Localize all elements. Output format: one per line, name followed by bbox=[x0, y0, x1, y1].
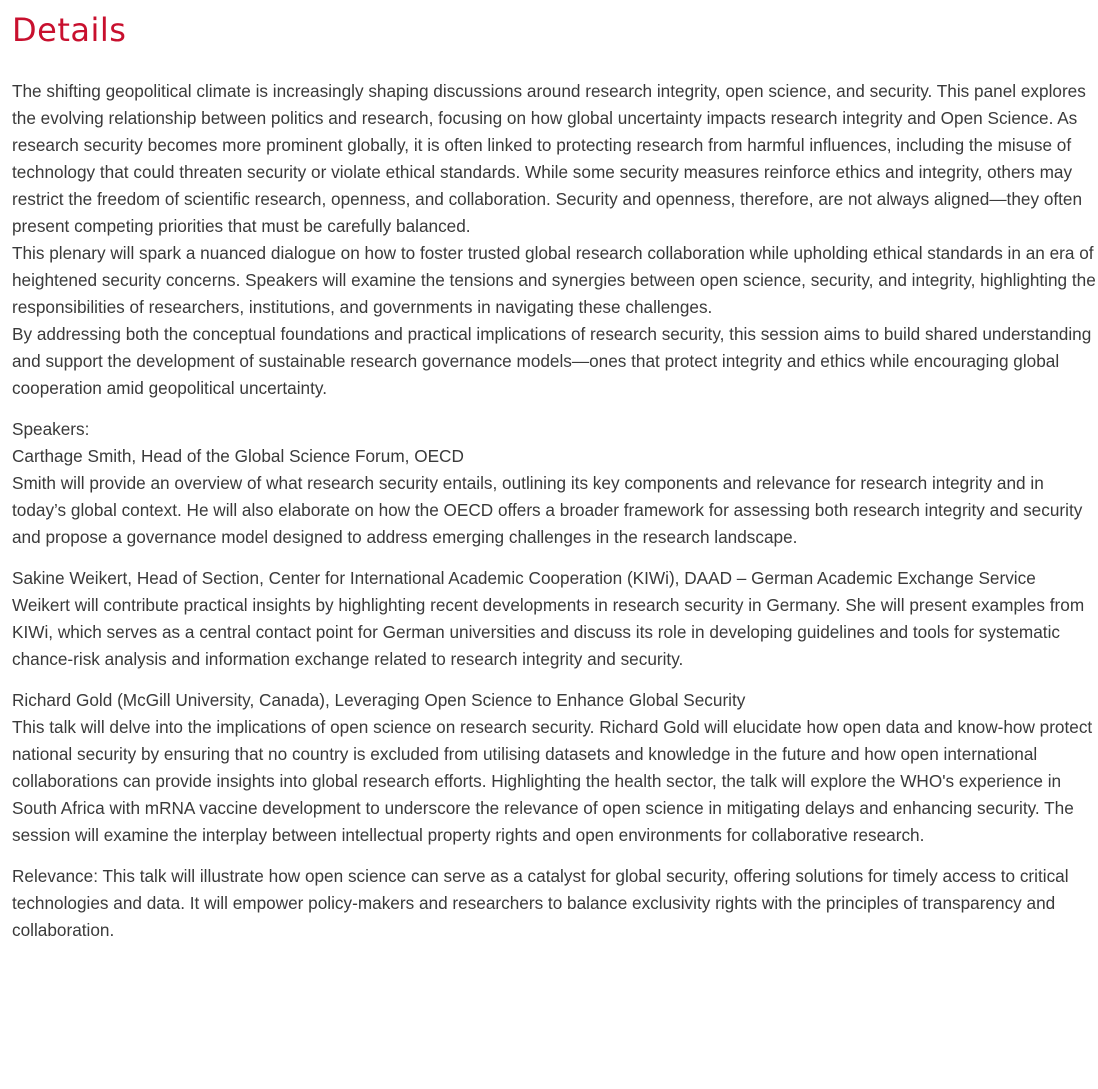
speaker-description: Weikert will contribute practical insights by highlighting recent developments in research security in Germany. She will present examples from KIWi, which serves as a central contact point for German universities and discuss its role in developing guidelines and tools for systematic chance-risk analysis and information exchange related to research integrity and security. bbox=[12, 595, 1085, 669]
intro-paragraph-3: By addressing both the conceptual foundations and practical implications of research security, this session aims to build shared understanding and support the development of sustainable research governance models—ones that protect integrity and ethics while encouraging global cooperation amid geopolitical uncertainty. bbox=[12, 324, 1092, 398]
speaker-block-1 bbox=[12, 416, 1096, 551]
intro-paragraph-1: The shifting geopolitical climate is increasingly shaping discussions around research integrity, open science, and security. This panel explores the evolving relationship between politics and research, focusing on how global uncertainty impacts research integrity and Open Science. As research security becomes more prominent globally, it is often linked to protecting research from harmful influences, including the misuse of technology that could threaten security or violate ethical standards. While some security measures reinforce ethics and integrity, others may restrict the freedom of scientific research, openness, and collaboration. Security and openness, therefore, are not always aligned—they often present competing priorities that must be carefully balanced. bbox=[12, 81, 1086, 236]
section-title: Details bbox=[12, 11, 127, 49]
intro-block bbox=[12, 78, 1096, 402]
relevance-block bbox=[12, 863, 1096, 944]
speaker-name: Sakine Weikert, Head of Section, Center for International Academic Cooperation (KIWi), DAAD – German Academic Exchange Service bbox=[12, 568, 1036, 588]
speaker-description: This talk will delve into the implications of open science on research security. Richard Gold will elucidate how open data and know-how protect national security by ensuring that no country is excluded from utilising datasets and knowledge in the future and how open international collaborations can provide insights into global research efforts. Highlighting the health sector, the talk will explore the WHO's experience in South Africa with mRNA vaccine development to underscore the relevance of open science in mitigating delays and enhancing security. The session will examine the interplay between intellectual property rights and open environments for collaborative research. bbox=[12, 717, 1093, 845]
intro-paragraph-2: This plenary will spark a nuanced dialogue on how to foster trusted global research collaboration while upholding ethical standards in an era of heightened security concerns. Speakers will examine the tensions and synergies between open science, security, and integrity, highlighting the responsibilities of researchers, institutions, and governments in navigating these challenges. bbox=[12, 243, 1096, 317]
relevance-paragraph: Relevance: This talk will illustrate how open science can serve as a catalyst for global security, offering solutions for timely access to critical technologies and data. It will empower policy-makers and researchers to balance exclusivity rights with the principles of transparency and collaboration. bbox=[12, 866, 1069, 940]
speaker-name: Richard Gold (McGill University, Canada), Leveraging Open Science to Enhance Global Security bbox=[12, 690, 746, 710]
speakers-label: Speakers: bbox=[12, 419, 90, 439]
speaker-block-3 bbox=[12, 687, 1096, 849]
speaker-block-2 bbox=[12, 565, 1096, 673]
details-body bbox=[12, 78, 1096, 944]
speaker-name: Carthage Smith, Head of the Global Science Forum, OECD bbox=[12, 446, 464, 466]
speaker-description: Smith will provide an overview of what research security entails, outlining its key components and relevance for research integrity and in today’s global context. He will also elaborate on how the OECD offers a broader framework for assessing both research integrity and security and propose a governance model designed to address emerging challenges in the research landscape. bbox=[12, 473, 1083, 547]
details-section bbox=[12, 0, 1096, 944]
